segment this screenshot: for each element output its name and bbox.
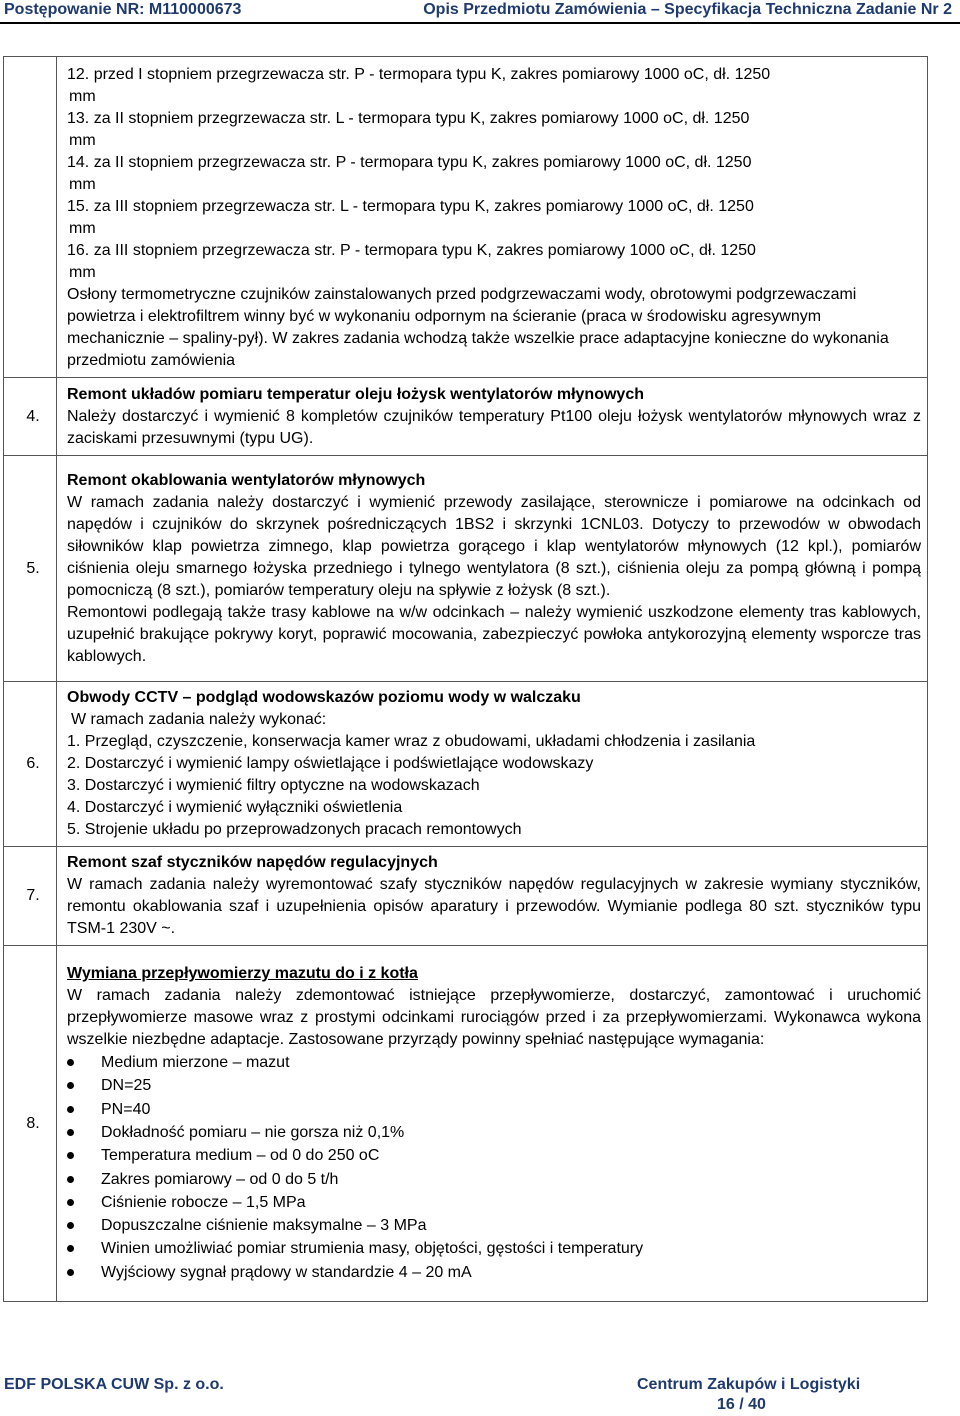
list-item: 1. Przegląd, czyszczenie, konserwacja kamer wraz z obudowami, układami chłodzenia i zasilania xyxy=(67,733,756,750)
list-item-text: PN=40 xyxy=(101,1100,151,1118)
list-item xyxy=(67,1261,921,1284)
page-number: 16 / 40 xyxy=(717,1396,766,1413)
row-number: 8. xyxy=(26,1114,40,1132)
list-item: 14. za II stopniem przegrzewacza str. P - termopara typu K, zakres pomiarowy 1000 oC, dł. 1250 xyxy=(67,154,752,171)
bullet-icon xyxy=(67,1199,74,1206)
list-item xyxy=(67,1121,921,1144)
row-content-cell xyxy=(57,847,928,946)
list-item-text: Wyjściowy sygnał prądowy w standardzie 4 – 20 mA xyxy=(101,1263,472,1281)
header-procedure-number: Postępowanie NR: M110000673 xyxy=(4,1,242,18)
bullet-icon xyxy=(67,1106,74,1113)
bullet-icon xyxy=(67,1059,74,1066)
section-title: Remont szaf styczników napędów regulacyjnych xyxy=(67,854,438,871)
table-row xyxy=(4,847,928,946)
list-item: 13. za II stopniem przegrzewacza str. L - termopara typu K, zakres pomiarowy 1000 oC, dł. 1250 xyxy=(67,110,750,127)
row-number-cell xyxy=(4,847,57,946)
section-title xyxy=(67,687,921,709)
list-item-text: Ciśnienie robocze – 1,5 MPa xyxy=(101,1193,306,1211)
bullet-icon xyxy=(67,1129,74,1136)
table-row xyxy=(4,946,928,1302)
bullet-icon xyxy=(67,1222,74,1229)
section-title: Remont układów pomiaru temperatur oleju łożysk wentylatorów młynowych xyxy=(67,385,644,403)
table-row xyxy=(4,57,928,378)
table-row xyxy=(4,456,928,682)
row-number-cell xyxy=(4,946,57,1302)
row-content-cell xyxy=(57,946,928,1302)
header-document-title: Opis Przedmiotu Zamówienia – Specyfikacja Techniczna Zadanie Nr 2 xyxy=(423,1,952,18)
list-item xyxy=(67,1051,921,1074)
row-number: 7. xyxy=(26,887,40,904)
list-item: mm xyxy=(69,132,96,149)
section-title-text: Obwody CCTV – podgląd wodowskazów poziomu wody w walczaku xyxy=(67,689,581,706)
row-content-cell xyxy=(57,456,928,682)
row-number: 6. xyxy=(26,755,40,772)
list-item: mm xyxy=(69,220,96,237)
requirements-list xyxy=(67,1051,921,1284)
list-item: 4. Dostarczyć i wymienić wyłączniki oświetlenia xyxy=(67,799,403,816)
section-intro: W ramach zadania należy wykonać: xyxy=(71,711,327,728)
list-item xyxy=(67,1214,921,1237)
section-text: W ramach zadania należy wyremontować szafy styczników napędów regulacyjnych w zakresie wymiany styczników, remontu okablowania szaf i uzupełnienia opisów aparatury i przewodów. Wymianie podlega 80 szt. styczników typu TSM-1 230V ~. xyxy=(67,876,921,937)
list-item-text: Winien umożliwiać pomiar strumienia masy, objętości, gęstości i temperatury xyxy=(101,1240,644,1258)
list-item: mm xyxy=(69,176,96,193)
bullet-icon xyxy=(67,1082,74,1089)
bullet-icon xyxy=(67,1152,74,1159)
row-content-cell xyxy=(57,57,928,378)
row-number-cell xyxy=(4,57,57,378)
row-number: 5. xyxy=(26,559,40,577)
table-row xyxy=(4,682,928,847)
list-item: mm xyxy=(69,264,96,281)
bullet-icon xyxy=(67,1245,74,1252)
numbered-list xyxy=(67,731,921,841)
section-title: Wymiana przepływomierzy mazutu do i z kotła xyxy=(67,965,418,983)
section-text: W ramach zadania należy dostarczyć i wymienić przewody zasilające, sterownicze i pomiarowe na odcinkach od napędów i czujników do skrzynek pośredniczących 1BS2 i skrzynki 1CNL03. Dotyczy to przewodów w obwodach siłowników klap powietrza zimnego, klap powietrza gorącego i klap wentylatorów młynowych (12 kpl.), pomiarów ciśnienia oleju smarnego łożyska przedniego i tylnego wentylatora (8 szt.), ciśnienia oleju za pompą główną i pompą pomocniczą (8 szt.), pomiarów temperatury oleju na spływie z łożysk (8 szt.). xyxy=(67,493,921,599)
list-item: 3. Dostarczyć i wymienić filtry optyczne na wodowskazach xyxy=(67,777,480,794)
list-item xyxy=(67,1168,921,1191)
row-content-cell xyxy=(57,682,928,847)
list-item: 16. za III stopniem przegrzewacza str. P - termopara typu K, zakres pomiarowy 1000 oC, dł. 1250 xyxy=(67,242,756,259)
shield-requirements-paragraph: Osłony termometryczne czujników zainstalowanych przed podgrzewaczami wody, obrotowymi podgrzewaczami powietrza i elektrofiltrem winny być w wykonaniu odpornym na ścieranie (praca w środowisku agresywnym mechanicznie – spaliny-pył). W zakres zadania wchodzą także wszelkie prace adaptacyjne konieczne do wykonania przedmiotu zamówienia xyxy=(67,286,889,369)
row-number: 4. xyxy=(26,407,40,425)
footer-department: Centrum Zakupów i Logistyki xyxy=(637,1376,861,1393)
thermocouple-list xyxy=(67,64,921,284)
section-text: Remontowi podlegają także trasy kablowe na w/w odcinkach – należy wymienić uszkodzone elementy tras kablowych, uzupełnić brakujące pokrywy koryt, poprawić mocowania, zabezpieczyć powłoka antykorozyjną elementy wsporcze tras kablowych. xyxy=(67,603,921,665)
list-item-text: Medium mierzone – mazut xyxy=(101,1054,290,1072)
section-text: Należy dostarczyć i wymienić 8 kompletów czujników temperatury Pt100 oleju łożysk wentylatorów młynowych wraz z zaciskami przesuwnymi (typu UG). xyxy=(67,407,921,447)
list-item-text: Dopuszczalne ciśnienie maksymalne – 3 MPa xyxy=(101,1217,427,1235)
bullet-icon xyxy=(67,1269,74,1276)
section-text: W ramach zadania należy zdemontować istniejące przepływomierze, dostarczyć, zamontować i uruchomić przepływomierze masowe wraz z prostymi odcinkami rurociągów przed i za przepływomierzami. Wykonawca wykona wszelkie niezbędne adaptacje. Zastosowane przyrządy powinny spełniać następujące wymagania: xyxy=(67,987,921,1049)
list-item: 15. za III stopniem przegrzewacza str. L - termopara typu K, zakres pomiarowy 1000 oC, dł. 1250 xyxy=(67,198,754,215)
list-item: 12. przed I stopniem przegrzewacza str. P - termopara typu K, zakres pomiarowy 1000 oC, dł. 1250 xyxy=(67,66,771,83)
list-item-text: Dokładność pomiaru – nie gorsza niż 0,1% xyxy=(101,1123,405,1141)
list-item: 2. Dostarczyć i wymienić lampy oświetlające i podświetlające wodowskazy xyxy=(67,755,594,772)
list-item xyxy=(67,1074,921,1097)
list-item: mm xyxy=(69,88,96,105)
list-item xyxy=(67,1191,921,1214)
list-item-text: DN=25 xyxy=(101,1077,152,1095)
section-title: Remont okablowania wentylatorów młynowych xyxy=(67,471,426,489)
row-content-cell xyxy=(57,378,928,456)
row-number-cell xyxy=(4,456,57,682)
row-number-cell xyxy=(4,378,57,456)
row-number-cell xyxy=(4,682,57,847)
page-header xyxy=(0,0,960,24)
bullet-icon xyxy=(67,1176,74,1183)
list-item xyxy=(67,1237,921,1260)
list-item: 5. Strojenie układu po przeprowadzonych pracach remontowych xyxy=(67,821,522,838)
list-item-text: Zakres pomiarowy – od 0 do 5 t/h xyxy=(101,1170,339,1188)
list-item-text: Temperatura medium – od 0 do 250 oC xyxy=(101,1147,380,1165)
specification-table xyxy=(3,56,928,1302)
table-row xyxy=(4,378,928,456)
list-item xyxy=(67,1098,921,1121)
footer-company: EDF POLSKA CUW Sp. z o.o. xyxy=(4,1376,224,1393)
list-item xyxy=(67,1144,921,1167)
